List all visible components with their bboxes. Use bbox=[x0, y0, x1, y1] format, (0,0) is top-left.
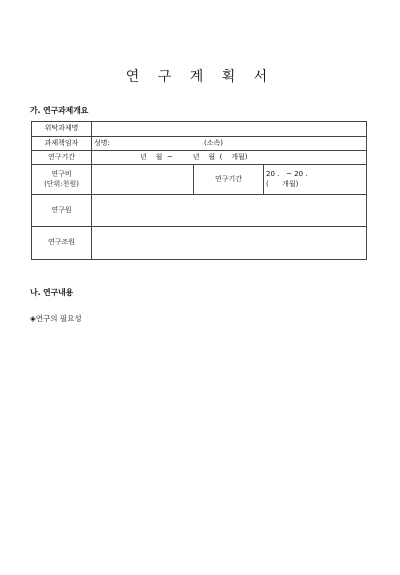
research-budget-label bbox=[32, 165, 92, 195]
section-heading-content: 나. 연구내용 bbox=[30, 288, 74, 297]
research-period-field[interactable] bbox=[92, 151, 367, 165]
table-row bbox=[32, 137, 367, 151]
research-overview-table bbox=[31, 121, 367, 260]
research-budget-period-line1: 20 . ~ 20 . bbox=[266, 170, 308, 179]
table-row bbox=[32, 122, 367, 137]
table-row bbox=[32, 165, 367, 195]
research-assistants-field[interactable] bbox=[92, 227, 367, 260]
research-budget-label-line1: 연구비 bbox=[51, 170, 72, 179]
research-budget-field[interactable] bbox=[92, 165, 194, 195]
section-heading-overview: 가. 연구과제개요 bbox=[30, 106, 89, 115]
principal-investigator-field[interactable] bbox=[92, 137, 367, 151]
research-period-value: 년 월 ~ 년 월 ( 개월) bbox=[140, 152, 248, 161]
research-period-label: 연구기간 bbox=[32, 151, 92, 165]
necessity-paragraph-label: ◈연구의 필요성 bbox=[30, 314, 82, 323]
table-row bbox=[32, 227, 367, 260]
commissioned-project-label: 위탁과제명 bbox=[32, 122, 92, 137]
research-budget-period-field[interactable] bbox=[264, 165, 367, 195]
document-title: 연 구 계 획 서 bbox=[125, 69, 275, 85]
researchers-label: 연구원 bbox=[32, 195, 92, 227]
research-budget-label-line2: (단위:천원) bbox=[44, 179, 79, 188]
affiliation-label: (소속) bbox=[204, 138, 223, 147]
principal-investigator-label: 과제책임자 bbox=[32, 137, 92, 151]
research-budget-period-label: 연구기간 bbox=[194, 165, 264, 195]
name-label: 성명: bbox=[94, 138, 110, 147]
researchers-field[interactable] bbox=[92, 195, 367, 227]
research-assistants-label: 연구조원 bbox=[32, 227, 92, 260]
commissioned-project-field[interactable] bbox=[92, 122, 367, 137]
research-budget-period-line2: ( 개월) bbox=[266, 179, 299, 188]
table-row bbox=[32, 151, 367, 165]
table-row bbox=[32, 195, 367, 227]
